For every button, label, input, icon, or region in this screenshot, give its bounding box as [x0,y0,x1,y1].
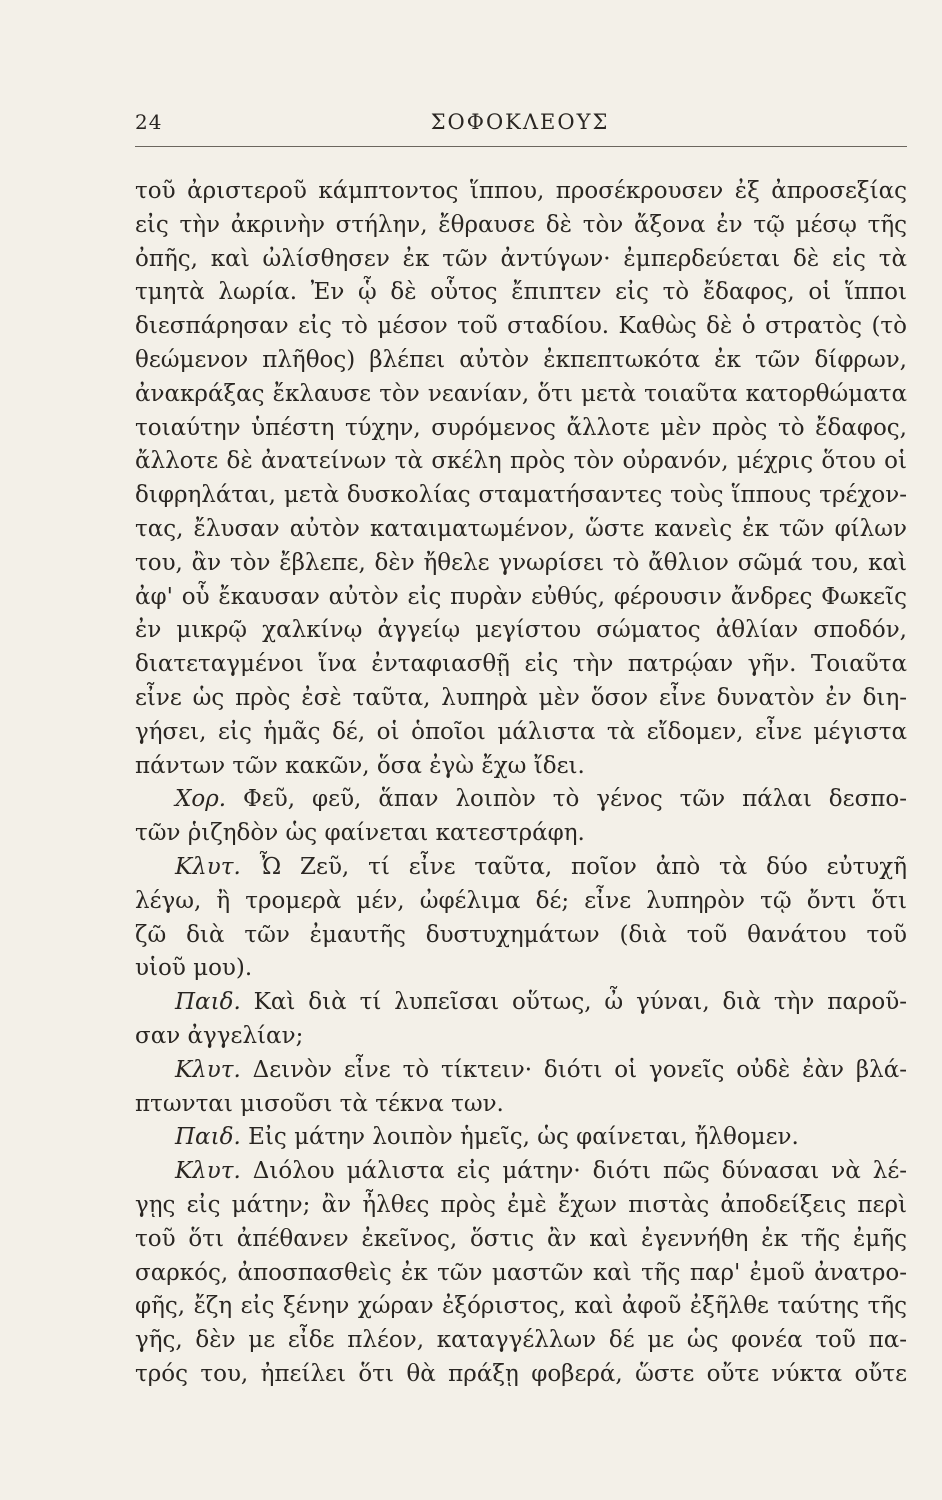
text-line [135,1088,907,1122]
line-text: ἀφ' οὗ ἔκαυσαν αὐτὸν εἰς πυρὰν εὐθύς, φέρουσιν ἄνδρες Φωκεῖς [135,583,907,610]
text-line [135,1189,907,1223]
line-text: εἶνε ὡς πρὸς ἐσὲ ταῦτα, λυπηρὰ μὲν ὅσον εἶνε δυνατὸν ἐν διη- [135,684,907,711]
line-text: Δεινὸν εἶνε τὸ τίκτειν· διότι οἱ γονεῖς οὐδὲ ἐὰν βλά- [252,1056,907,1083]
line-text: τοῦ ἀριστεροῦ κάμπτοντος ἵππου, προσέκρουσεν ἐξ ἀπροσεξίας [135,178,907,204]
line-text: τας, ἔλυσαν αὐτὸν καταιματωμένον, ὥστε κανεὶς ἐκ τῶν φίλων [135,515,907,542]
line-text: τῶν ῥιζηδὸν ὡς φαίνεται κατεστράφη. [135,820,585,847]
text-line [135,1020,907,1054]
line-text: τρός του, ἠπείλει ὅτι θὰ πράξῃ φοβερά, ὥστε οὔτε νύκτα οὔτε [135,1360,907,1387]
text-line [135,750,907,784]
line-text: φῆς, ἔζη εἰς ξένην χώραν ἐξόριστος, καὶ ἀφοῦ ἐξῆλθε ταύτης τῆς [135,1293,907,1320]
text-line [135,378,907,412]
text-line [135,1324,907,1358]
speaker-label: Κλυτ. [175,1056,241,1083]
line-text: γῃς εἰς μάτην; ἂν ἦλθες πρὸς ἐμὲ ἔχων πιστὰς ἀποδείξεις περὶ [135,1191,907,1218]
speaker-label: Παιδ. [175,1124,241,1151]
speaker-label: Κλυτ. [175,853,241,880]
line-text: ἀνακράξας ἔκλαυσε τὸν νεανίαν, ὅτι μετὰ τοιαῦτα κατορθώματα [135,380,907,407]
text-line [135,648,907,682]
line-text: διεσπάρησαν εἰς τὸ μέσον τοῦ σταδίου. Καθὼς δὲ ὁ στρατὸς (τὸ [135,313,907,340]
text-line [135,885,907,919]
line-text: σαν ἀγγελίαν; [135,1022,304,1049]
text-line [135,581,907,615]
text-line [135,344,907,378]
text-line [135,547,907,581]
line-text: υἱοῦ μου). [135,955,253,982]
text-line [135,1223,907,1257]
line-text: ἐν μικρῷ χαλκίνῳ ἀγγείῳ μεγίστου σώματος ἀθλίαν σποδόν, [135,617,907,644]
text-line [135,783,907,817]
text-line [135,1358,907,1392]
line-text: ζῶ διὰ τῶν ἐμαυτῆς δυστυχημάτων (διὰ τοῦ θανάτου τοῦ [135,921,907,948]
line-text: εἰς τὴν ἀκρινὴν στήλην, ἔθραυσε δὲ τὸν ἄξονα ἐν τῷ μέσῳ τῆς [135,211,907,238]
text-line [135,412,907,446]
running-title: ΣΟΦΟΚΛΕΟΥΣ [430,110,610,134]
text-line [135,986,907,1020]
page-number: 24 [135,110,163,134]
speaker-label: Παιδ. [175,989,241,1016]
text-line [135,1054,907,1088]
text-line [135,919,907,953]
line-text: διφρηλάται, μετὰ δυσκολίας σταματήσαντες τοὺς ἵππους τρέχον- [135,482,907,509]
line-text: τοῦ ὅτι ἀπέθανεν ἐκεῖνος, ὅστις ἂν καὶ ἐγεννήθη ἐκ τῆς ἐμῆς [135,1225,907,1252]
text-line [135,1290,907,1324]
body-text [135,175,907,1392]
text-line [135,445,907,479]
speaker-label: Χορ. [175,786,227,813]
line-text: διατεταγμένοι ἵνα ἐνταφιασθῇ εἰς τὴν πατρῴαν γῆν. Τοιαῦτα [135,651,907,678]
text-line [135,851,907,885]
line-text: ὀπῆς, καὶ ὠλίσθησεν ἐκ τῶν ἀντύγων· ἐμπερδεύεται δὲ εἰς τὰ [135,245,907,272]
line-text: Καὶ διὰ τί λυπεῖσαι οὕτως, ὦ γύναι, διὰ τὴν παροῦ- [253,989,907,1016]
text-line [135,614,907,648]
line-text: Εἰς μάτην λοιπὸν ἡμεῖς, ὡς φαίνεται, ἤλθομεν. [248,1124,799,1151]
line-text: πάντων τῶν κακῶν, ὅσα ἐγὼ ἔχω ἴδει. [135,752,585,779]
speaker-label: Κλυτ. [175,1158,241,1185]
line-text: γήσει, εἰς ἡμᾶς δέ, οἱ ὁποῖοι μάλιστα τὰ εἴδομεν, εἶνε μέγιστα [135,718,907,745]
line-text: ἄλλοτε δὲ ἀνατείνων τὰ σκέλη πρὸς τὸν οὐρανόν, μέχρις ὅτου οἱ [135,448,907,475]
text-line [135,1155,907,1189]
text-line [135,310,907,344]
text-line [135,513,907,547]
text-line [135,817,907,851]
text-line [135,276,907,310]
line-text: πτωνται μισοῦσι τὰ τέκνα των. [135,1090,504,1117]
line-text: Ὦ Ζεῦ, τί εἶνε ταῦτα, ποῖον ἀπὸ τὰ δύο εὐτυχῆ [259,853,907,880]
line-text: γῆς, δὲν με εἶδε πλέον, καταγγέλλων δέ με ὡς φονέα τοῦ πα- [135,1327,907,1354]
text-line [135,716,907,750]
text-line [135,209,907,243]
header-rule [135,146,907,147]
text-line [135,175,907,209]
text-line [135,1257,907,1291]
line-text: λέγω, ἢ τρομερὰ μέν, ὠφέλιμα δέ; εἶνε λυπηρὸν τῷ ὄντι ὅτι [135,887,907,914]
running-head [135,110,905,148]
line-text: θεώμενον πλῆθος) βλέπει αὐτὸν ἐκπεπτωκότα ἐκ τῶν δίφρων, [135,346,907,373]
line-text: Φεῦ, φεῦ, ἅπαν λοιπὸν τὸ γένος τῶν πάλαι δεσπο- [243,786,907,813]
text-line [135,243,907,277]
line-text: τοιαύτην ὑπέστη τύχην, συρόμενος ἄλλοτε μὲν πρὸς τὸ ἔδαφος, [135,414,907,441]
line-text: σαρκός, ἀποσπασθεὶς ἐκ τῶν μαστῶν καὶ τῆς παρ' ἐμοῦ ἀνατρο- [135,1259,907,1286]
line-text: τμητὰ λωρία. Ἐν ᾧ δὲ οὗτος ἔπιπτεν εἰς τὸ ἔδαφος, οἱ ἵπποι [135,279,907,306]
line-text: Διόλου μάλιστα εἰς μάτην· διότι πῶς δύνασαι νὰ λέ- [252,1158,907,1185]
text-line [135,1121,907,1155]
text-line [135,682,907,716]
text-line [135,952,907,986]
line-text: του, ἂν τὸν ἔβλεπε, δὲν ἤθελε γνωρίσει τὸ ἄθλιον σῶμά του, καὶ [135,549,907,576]
text-line [135,479,907,513]
